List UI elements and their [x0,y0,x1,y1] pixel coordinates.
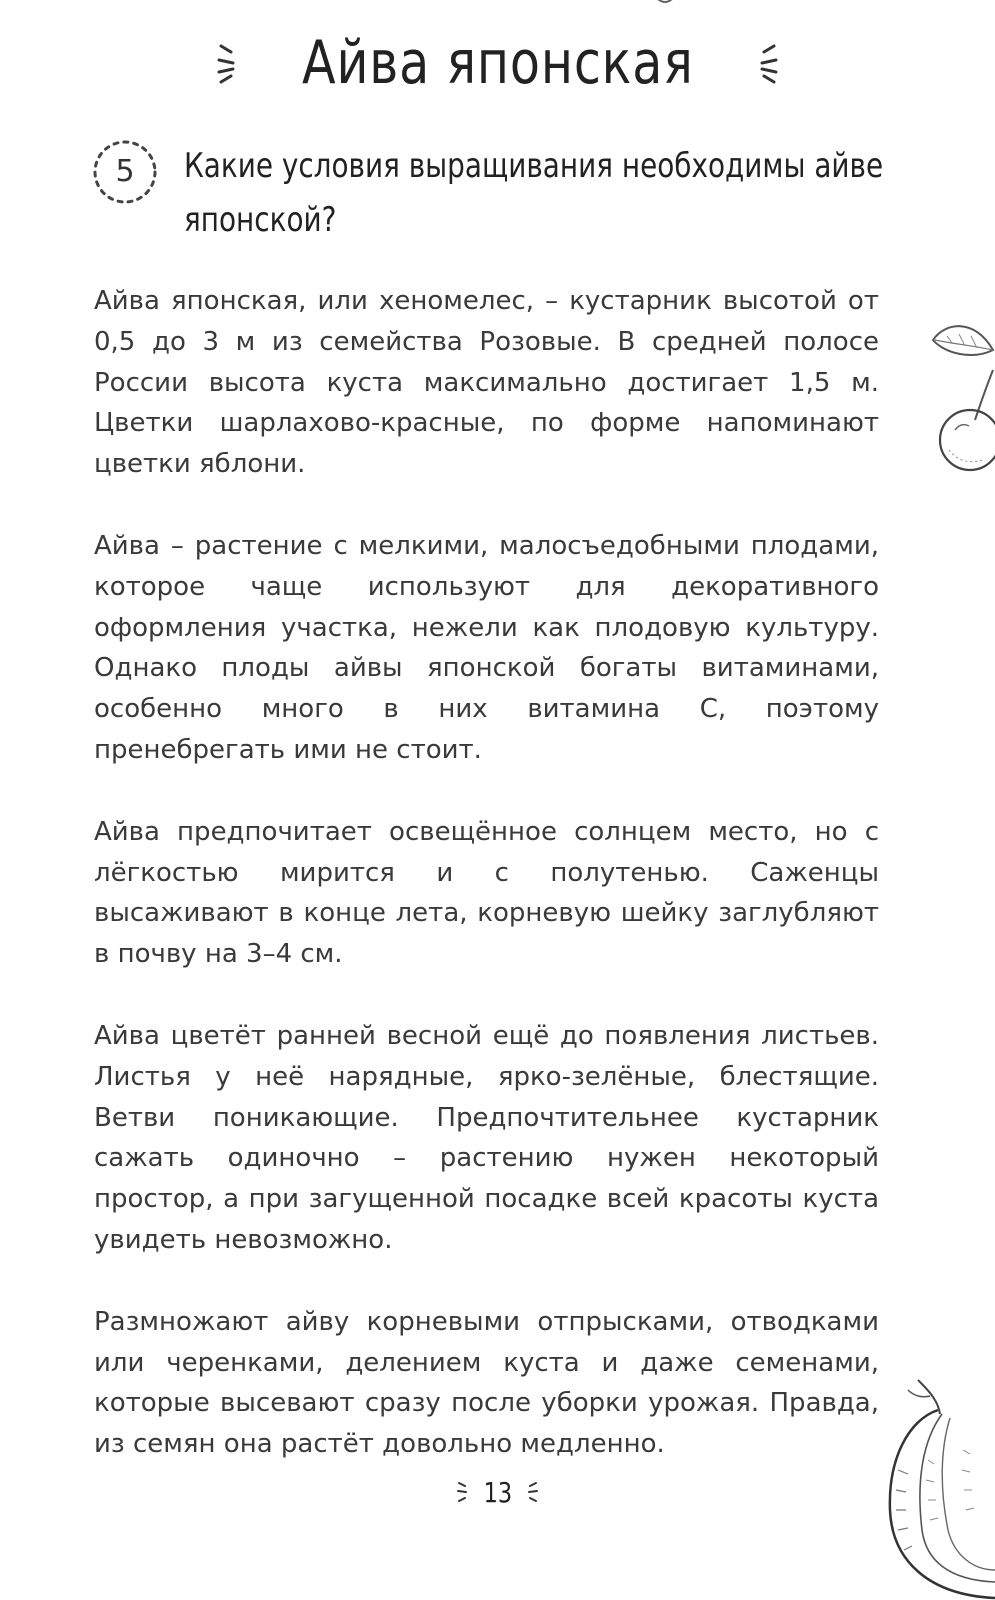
page-number: 13 [483,1475,512,1509]
paragraph: Айва – растение с мелкими, малосъедобными плодами, которое чаще используют для декоративного оформления участка, нежели как плодовую культуру. Однако плоды айвы японской богаты витаминами, особенно много в них витамина С, поэтому пренебрегать ими не стоит. [94,530,879,765]
question-heading: Какие условия выращивания необходимы айве японской? [184,146,884,240]
question-number-badge [90,137,160,207]
leaf-and-cherry-illustration-icon [925,310,995,500]
paragraph: Айва японская, или хеномелес, – кустарник высотой от 0,5 до 3 м из семейства Розовые. В средней полосе России высота куста максимально достигает 1,5 м. Цветки шарлахово-красные, по форме напоминают цветки яблони. [94,286,879,480]
paragraph: Айва цветёт ранней весной ещё до появления листьев. Листья у неё нарядные, ярко-зелёные, блестящие. Ветви поникающие. Предпочтительнее кустарник сажать одиночно – растению нужен некоторый простор, а при загущенной посадке всей красоты куста увидеть невозможно. [94,1020,879,1255]
article-body [94,281,879,1506]
page-header [0,18,995,108]
quince-fruit-illustration-icon [878,1370,995,1600]
paragraph: Размножают айву корневыми отпрысками, отводками или черенками, делением куста и даже семенами, которые высевают сразу после уборки урожая. Правда, из семян она растёт довольно медленно. [94,1306,879,1460]
left-page-number-ornament-icon [456,1477,470,1507]
page-number-footer [0,1470,995,1514]
paragraph: Айва предпочитает освещённое солнцем место, но с лёгкостью мирится и с полутенью. Саженцы высаживают в конце лета, корневую шейку заглубляют в почву на 3–4 см. [94,816,879,970]
right-title-ornament-icon [754,38,780,88]
question-number: 5 [115,154,135,189]
question-block [90,135,910,255]
left-title-ornament-icon [215,38,241,88]
top-edge-ornament-icon [650,0,680,10]
right-page-number-ornament-icon [525,1477,539,1507]
page-title: Айва японская [301,28,694,98]
